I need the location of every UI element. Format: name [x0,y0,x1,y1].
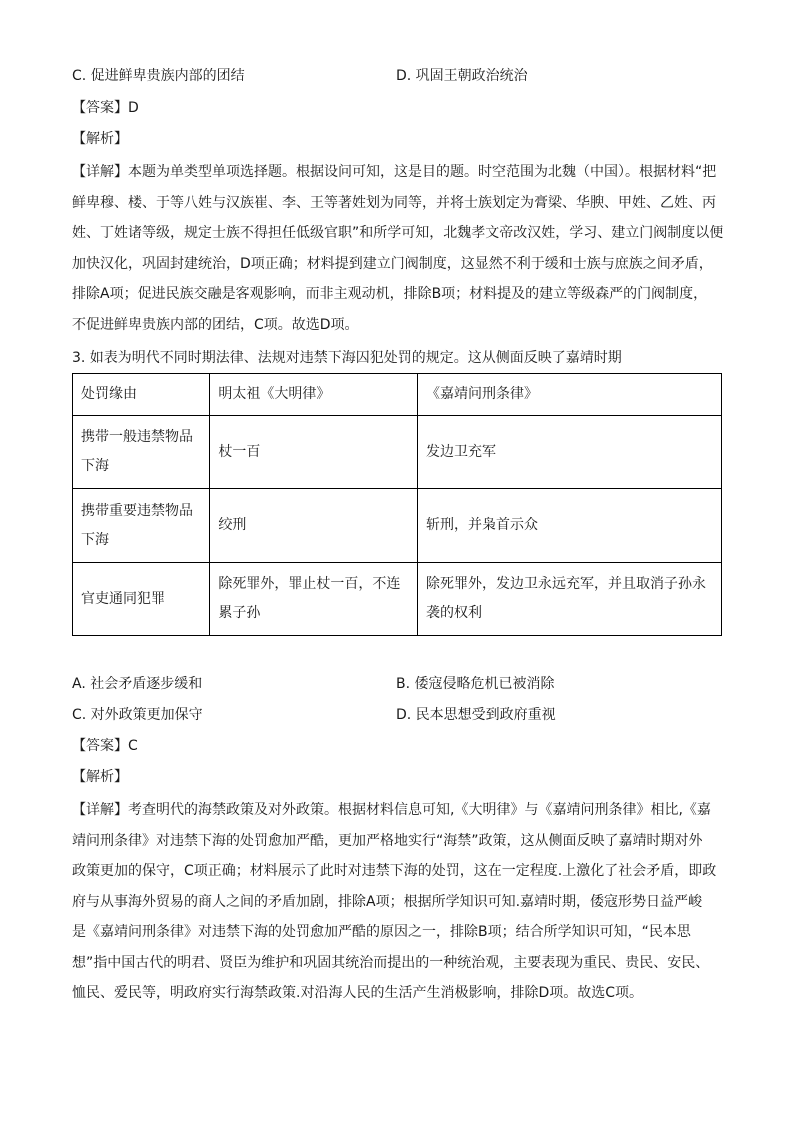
q2-detail-paragraph [72,157,722,340]
q3-detail-line: 是《嘉靖问刑条律》对违禁下海的处罚愈加严酷的原因之一，排除B项；结合所学知识可知，“民本思 [72,924,691,940]
q3-detail-line: 政策更加的保守，C项正确；材料展示了此时对违禁下海的处罚，这在一定程度.上激化了社会矛盾，即政 [72,863,717,879]
q2-detail-line: 排除A项；促进民族交融是客观影响，而非主观动机，排除B项；材料提及的建立等级森严的门阀制度， [72,286,708,302]
q2-option-c: C. 促进鲜卑贵族内部的团结 [72,68,245,84]
q2-detail-line: 姓、丁姓诸等级，规定士族不得担任低级官职”和所学可知，北魏孝文帝改汉姓，学习、建立门阀制度以便 [72,225,724,241]
table-header-row [73,374,722,416]
q3-option-c: C. 对外政策更加保守 [72,707,203,723]
cell-line: 除死罪外，罪止杖一百，不连 [218,576,401,592]
q3-answer: 【答案】C [72,738,138,754]
cell-line: 携带一般违禁物品 [81,429,193,445]
table-cell [73,489,210,563]
table-cell [210,489,418,563]
q3-option-a: A. 社会矛盾逐步缓和 [72,676,203,692]
q3-detail-line: 府与从事海外贸易的商人之间的矛盾加剧，排除A项；根据所学知识可知.嘉靖时期，倭寇形势日益严峻 [72,893,703,910]
table-row [73,489,722,563]
cell-line: 杖一百 [218,443,261,460]
cell-line: 下海 [81,458,109,474]
cell-line: 累子孙 [218,605,261,621]
table-row [73,563,722,636]
q2-detail-line: 不促进鲜卑贵族内部的团结，C项。故选D项。 [72,316,359,333]
cell-line: 袭的权利 [426,605,483,621]
q3-detail-line: 想”指中国古代的明君、贤臣为维护和巩固其统治而提出的一种统治观，主要表现为重民、贵民、安民、 [72,954,710,971]
q3-detail-line: 恤民、爱民等，明政府实行海禁政策.对沿海人民的生活产生消极影响，排除D项。故选C项。 [72,985,644,1001]
q3-analysis-label: 【解析】 [72,769,128,785]
cell-line: 下海 [81,531,109,548]
table-cell [73,563,210,636]
table-cell [418,489,722,563]
q2-answer: 【答案】D [72,100,139,116]
table-cell [210,563,418,636]
q2-detail-line: 【详解】本题为单类型单项选择题。根据设问可知，这是目的题。时空范围为北魏（中国）。根据材料“把 [72,164,717,180]
table-cell [418,416,722,489]
cell-line: 绞刑 [218,517,247,533]
table-header-cell: 《嘉靖问刑条律》 [418,374,722,416]
cell-line: 携带重要违禁物品 [81,502,193,519]
cell-line: 斩刑，并枭首示众 [426,517,539,533]
cell-line: 官吏通同犯罪 [81,590,165,607]
q3-stem: 3. 如表为明代不同时期法律、法规对违禁下海囚犯处罚的规定。这从侧面反映了嘉靖时期 [72,350,622,366]
q2-analysis-label: 【解析】 [72,131,128,147]
q2-detail-line: 加快汉化，巩固封建统治，D项正确；材料提到建立门阀制度，这显然不利于缓和士族与庶族之间矛盾， [72,255,713,272]
table-cell [73,416,210,489]
table-header-cell: 处罚缘由 [73,374,210,416]
q3-detail-line: 【详解】考查明代的海禁政策及对外政策。根据材料信息可知,《大明律》与《嘉靖问刑条律》相比,《嘉 [72,802,711,818]
q3-option-b: B. 倭寇侵略危机已被消除 [396,676,555,692]
q2-option-d: D. 巩固王朝政治统治 [396,68,528,84]
q3-detail-paragraph [72,795,722,1009]
penalty-table [72,373,722,636]
q3-detail-line: 靖问刑条律》对违禁下海的处罚愈加严酷，更加严格地实行“海禁”政策，这从侧面反映了嘉靖时期对外 [72,832,703,849]
table-row [73,416,722,489]
cell-line: 发边卫充军 [426,443,497,460]
table-cell [210,416,418,489]
cell-line: 除死罪外，发边卫永远充军，并且取消子孙永 [426,576,707,592]
table-header-cell: 明太祖《大明律》 [210,374,418,416]
q2-detail-line: 鲜卑穆、楼、于等八姓与汉族崔、李、王等著姓划为同等，并将士族划定为膏梁、华腴、甲姓、乙姓、丙 [72,194,716,211]
table-cell [418,563,722,636]
q3-option-d: D. 民本思想受到政府重视 [396,707,556,723]
